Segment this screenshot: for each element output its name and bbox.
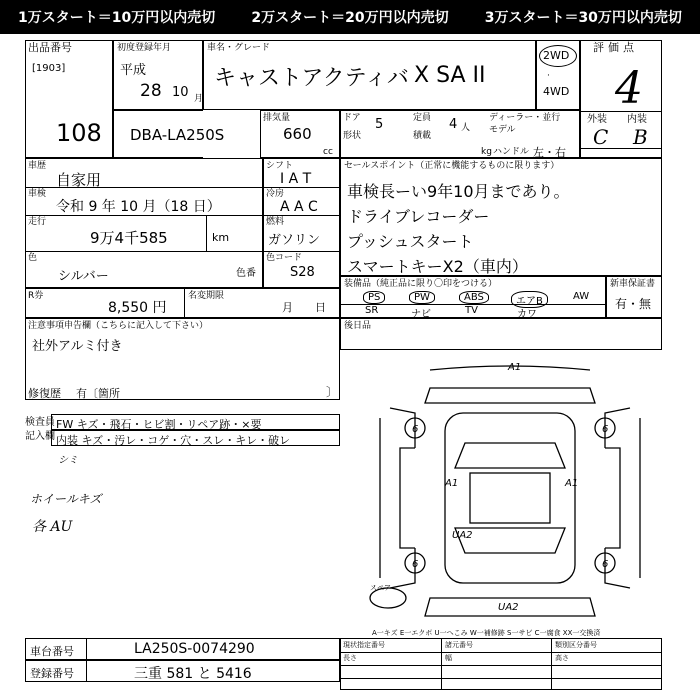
equipment-box <box>340 276 606 318</box>
mark-wheel-rr: 6 <box>602 559 609 570</box>
model-code: DBA-LA250S <box>130 126 225 144</box>
size-label: 現状指定番号 <box>343 641 385 649</box>
registration-month-unit: 月 <box>194 94 204 104</box>
checker-label-2: 記入欄 <box>25 431 55 442</box>
color-value: シルバー <box>58 269 109 284</box>
plate-row <box>25 660 340 682</box>
score-label: 評価点 <box>593 41 638 54</box>
width-label: 幅 <box>445 654 452 662</box>
equip-pw: PW <box>409 291 435 304</box>
displacement-label: 排気量 <box>263 113 291 123</box>
shape-label: 形状 <box>343 131 362 141</box>
capacity-unit: 人 <box>461 123 471 133</box>
checker-row-1: FW キズ・飛石・ヒビ割・リペア跡・×要 <box>56 418 262 431</box>
lot-box <box>25 40 113 158</box>
equipment-label: 装備品（純正品に限り〇印をつける） <box>344 279 498 289</box>
equip-aw: AW <box>573 291 590 302</box>
mileage-unit: km <box>212 231 230 244</box>
registration-month: 10 <box>172 85 189 100</box>
ac-label: 冷房 <box>266 189 285 199</box>
type-number-label: 類別区分番号 <box>555 641 597 649</box>
equip-leather: カワ <box>517 309 537 320</box>
sales-points-label: セールスポイント（正常に機能するものに限ります） <box>344 161 560 171</box>
rear-box <box>340 318 662 350</box>
right-side-outline <box>605 448 620 548</box>
mark-front-a1: A1 <box>508 362 522 373</box>
lot-label: 出品番号 <box>28 41 72 54</box>
exterior-grade: C <box>593 125 609 149</box>
lot-number: 108 <box>56 119 102 147</box>
shift-value: I A T <box>280 171 312 187</box>
sales-point-3: プッシュスタート <box>347 232 474 251</box>
warranty-box <box>606 276 662 318</box>
registration-year: 28 <box>140 81 162 101</box>
rule-1: 1万スタート＝10万円以内売切 <box>18 10 216 26</box>
left-side-outline <box>400 448 415 548</box>
displacement-unit: cc <box>323 147 333 157</box>
usage-label: 車歴 <box>28 161 47 171</box>
warranty-value: 有・無 <box>615 297 652 311</box>
plate-number: 三重 581 と 5416 <box>134 666 252 682</box>
checker-row-2: 内装 キズ・汚レ・コゲ・穴・スレ・キレ・破レ <box>56 434 291 447</box>
model-label: 車名・グレード <box>207 43 271 53</box>
mark-left-a1: A1 <box>445 478 459 489</box>
damage-legend: A一キズ E一エクボ U一へこみ W一補修跡 S一サビ C一腐食 XX一交換済 <box>372 629 601 637</box>
load-label: 積載 <box>413 131 432 141</box>
sales-point-2: ドライブレコーダー <box>347 207 490 226</box>
score-value: 4 <box>615 63 643 114</box>
auction-rules-banner <box>0 0 700 34</box>
recycle-row <box>25 288 340 318</box>
chassis-number: LA250S-0074290 <box>134 641 255 657</box>
fuel-label: 燃料 <box>266 217 285 227</box>
mileage-label: 走行 <box>28 217 47 227</box>
info-grid-left <box>25 158 263 288</box>
equip-sr: SR <box>365 305 379 316</box>
drive-4wd: 4WD <box>543 85 570 98</box>
model-year-label: モデル <box>489 125 516 135</box>
equip-navi: ナビ <box>411 309 431 320</box>
rule-2: 2万スタート＝20万円以内売切 <box>251 10 449 26</box>
score-box <box>580 40 662 158</box>
size-spec-grid <box>340 638 662 690</box>
mark-left-ua2: UA2 <box>452 530 473 541</box>
equip-ps: PS <box>363 291 385 304</box>
capacity-value: 4 <box>449 117 458 132</box>
color-label: 色 <box>28 253 38 263</box>
lot-code: [1903] <box>32 63 66 74</box>
sales-point-4: スマートキーX2（車内） <box>347 257 528 276</box>
checker-label-1: 検査員 <box>25 417 55 428</box>
mark-wheel-fr: 6 <box>602 424 609 435</box>
displacement-value: 660 <box>283 125 312 143</box>
repair-history-value: 有〔箇所 <box>76 387 120 400</box>
mark-right-a1: A1 <box>565 478 579 489</box>
spec-number-label: 諸元番号 <box>445 641 473 649</box>
notes-label: 注意事項申告欄（こちらに記入して下さい） <box>28 321 209 331</box>
inspection-value: 令和 9 年 10 月（18 日） <box>56 199 221 215</box>
warranty-label: 新車保証書 <box>610 279 656 289</box>
equip-abs: ABS <box>459 291 489 304</box>
displacement-box <box>260 110 340 158</box>
model-name: キャストアクティバ <box>214 66 409 91</box>
car-condition-diagram <box>360 358 670 628</box>
plate-label: 登録番号 <box>30 667 74 680</box>
equip-airbag: エアB <box>511 291 548 308</box>
roof-outline <box>445 413 575 583</box>
note-stain: シミ <box>58 455 78 466</box>
note-wheel-scratch: ホイールキズ <box>30 492 102 506</box>
length-label: 長さ <box>343 654 357 662</box>
drive-2wd: 2WD <box>543 49 570 62</box>
mark-wheel-rl: 6 <box>412 559 419 570</box>
registration-era: 平成 <box>120 63 147 78</box>
chassis-row <box>25 638 340 660</box>
info-grid-right <box>263 158 340 288</box>
drive-box: 2WD · 4WD <box>536 40 580 110</box>
model-grade: X SA II <box>414 63 486 88</box>
mileage-value: 9万4千585 <box>90 229 168 247</box>
doors-label: ドア <box>343 113 361 123</box>
registration-box <box>113 40 203 110</box>
front-bumper-outline <box>425 388 595 403</box>
exterior-label: 外装 <box>587 114 607 125</box>
cabin-outline <box>470 473 550 523</box>
repair-history-label: 修復歴 <box>28 387 61 400</box>
notes-value: 社外アルミ付き <box>32 339 123 354</box>
mark-wheel-fl: 6 <box>412 424 419 435</box>
interior-grade: B <box>633 125 648 149</box>
color-code: S28 <box>290 265 315 280</box>
recycle-label: R券 <box>28 291 44 301</box>
load-unit: kg <box>481 147 492 157</box>
sales-points-box <box>340 158 662 276</box>
spec-grid <box>340 110 580 158</box>
interior-label: 内装 <box>627 114 647 125</box>
shift-label: シフト <box>266 161 294 171</box>
dealer-label: ディーラー・並行 <box>489 113 561 123</box>
doors-value: 5 <box>375 117 384 132</box>
handle-label: ハンドル <box>493 147 530 157</box>
name-change-value: 月 日 <box>282 301 326 314</box>
color-code-number-label: 色番 <box>236 268 256 279</box>
equip-tv: TV <box>465 305 478 316</box>
note-each-au: 各 AU <box>32 519 73 535</box>
rear-label: 後日品 <box>344 321 372 331</box>
handle-value: 左・右 <box>533 146 566 159</box>
inspection-label: 車検 <box>28 189 47 199</box>
ac-value: A A C <box>280 199 318 215</box>
windshield-outline <box>455 443 565 468</box>
registration-label: 初度登録年月 <box>117 43 172 53</box>
height-label: 高さ <box>555 654 569 662</box>
color-code-label: 色コード <box>266 253 303 263</box>
fuel-value: ガソリン <box>268 233 321 248</box>
spare-label: スペア <box>370 584 391 592</box>
mark-rear-ua2: UA2 <box>498 602 519 613</box>
sales-point-1: 車検長ーい9年10月まであり。 <box>347 182 570 201</box>
checker-section <box>25 414 340 448</box>
recycle-value: 8,550 円 <box>108 300 167 316</box>
usage-value: 自家用 <box>56 171 102 189</box>
rule-3: 3万スタート＝30万円以内売切 <box>484 10 682 26</box>
capacity-label: 定員 <box>413 113 432 123</box>
notes-box: 注意事項申告欄（こちらに記入して下さい） 社外アルミ付き 修復歴 有〔箇所 〕 <box>25 318 340 400</box>
name-change-label: 名変期限 <box>188 291 225 301</box>
model-box <box>203 40 536 110</box>
chassis-label: 車台番号 <box>30 645 74 658</box>
